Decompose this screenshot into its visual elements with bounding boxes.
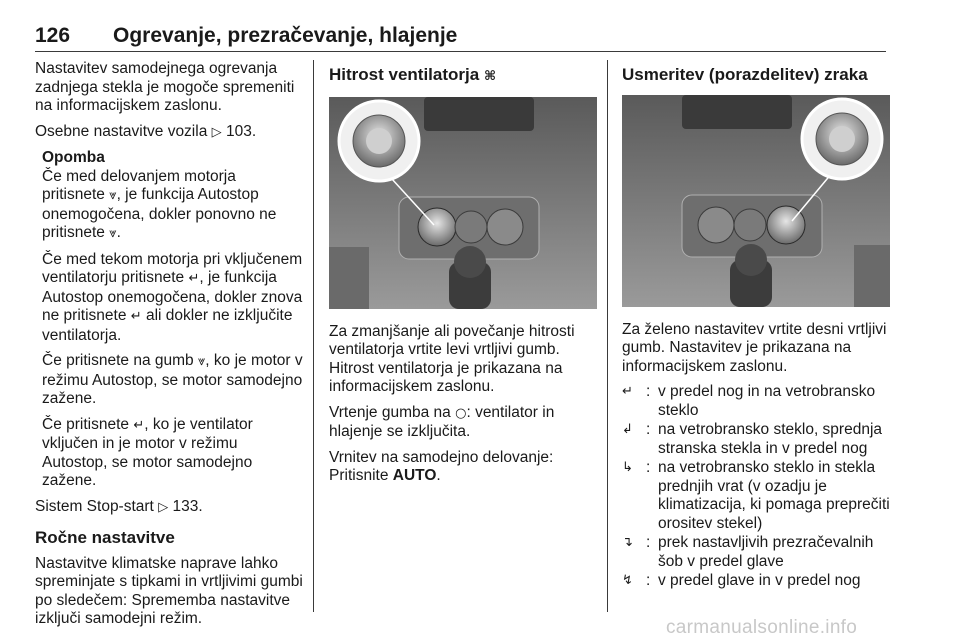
fan-icon: ⌘: [483, 69, 496, 84]
paragraph-fan-adjust: Za zmanjšanje ali povečanje hitrosti ventilatorja vrtite levi vrtljivi gumb. Hitrost ventilatorja je prikazana na informacijskem zaslonu.: [329, 322, 575, 395]
section-heading-fan-speed: Hitrost ventilatorja ⌘: [329, 65, 496, 84]
column-divider-2: [607, 60, 608, 612]
air-distribution-icon: ↵: [130, 309, 142, 324]
paragraph-fan-off: Vrtenje gumba na ○: ventilator in hlajenje se izključita.: [329, 403, 555, 440]
list-item: ↴ : prek nastavljivih prezračevalnih šob v predel glave: [622, 534, 874, 570]
page-number: 126: [35, 24, 71, 47]
off-circle-icon: ○: [455, 405, 467, 421]
windscreen-side-icon: ↲: [622, 422, 633, 437]
dashboard-image-fan: [329, 97, 597, 309]
note-paragraph-1: Če med delovanjem motorja pritisnete ⩔, je funkcija Autostop onemogočena, dokler ponovno ne pritisnete ⩔.: [42, 167, 277, 241]
column-divider-1: [313, 60, 314, 612]
paragraph-stop-start: Sistem Stop-start ▷ 133.: [35, 497, 203, 515]
page-reference-icon: ▷: [158, 499, 169, 515]
note-block: [42, 149, 303, 491]
section-heading-manual: Ročne nastavitve: [35, 528, 175, 547]
page-reference-link[interactable]: 103.: [225, 122, 257, 140]
column-3: [622, 66, 890, 592]
air-distribution-icon: ↵: [133, 417, 145, 433]
feet-windscreen-icon: ↵: [622, 384, 633, 399]
list-item: ↵ : v predel nog in na vetrobransko steklo: [622, 383, 876, 419]
head-feet-icon: ↯: [622, 573, 633, 588]
list-item: ↳ : na vetrobransko steklo in stekla prednjih vrat (v ozadju je klimatizacija, ki pomaga preprečiti orositev stekel): [622, 459, 890, 532]
paragraph-auto-mode: Vrnitev na samodejno delovanje: Pritisnite AUTO.: [329, 448, 554, 484]
air-distribution-list: [622, 383, 890, 591]
air-distribution-icon: ↵: [188, 271, 200, 286]
section-heading-air-distribution: Usmeritev (porazdelitev) zraka: [622, 65, 868, 84]
paragraph-air-distribution: Za želeno nastavitev vrtite desni vrtljivi gumb. Nastavitev je prikazana na informacijskem zaslonu.: [622, 320, 887, 375]
column-1: [35, 60, 303, 636]
list-item: ↲ : na vetrobransko steklo, sprednja stranska stekla in v predel nog: [622, 421, 883, 457]
column-2: [329, 66, 599, 493]
page-title: Ogrevanje, prezračevanje, hlajenje: [113, 24, 458, 47]
autostop-button-icon: ⩔: [109, 188, 117, 203]
windscreen-doors-icon: ↳: [622, 460, 633, 475]
dashboard-image-air: [622, 95, 890, 307]
head-vents-icon: ↴: [622, 535, 633, 550]
note-paragraph-3: Če pritisnete na gumb ⩔, ko je motor v režimu Autostop, se motor samodejno zažene.: [42, 352, 303, 407]
note-title: Opomba: [42, 149, 105, 166]
paragraph-manual-settings: Nastavitve klimatske naprave lahko spreminjate s tipkami in vrtljivimi gumbi po sledečem: Sprememba nastavitve izključi samodejni režim.: [35, 554, 303, 627]
watermark: carmanualsonline.info: [666, 617, 858, 638]
paragraph-rear-window: Nastavitev samodejnega ogrevanja zadnjega stekla je mogoče spremeniti na informacijskem zaslonu.: [35, 60, 295, 114]
auto-button-label: AUTO: [392, 467, 437, 484]
page-reference-icon: ▷: [211, 124, 222, 140]
autostop-button-icon: ⩔: [109, 226, 117, 241]
autostop-button-icon: ⩔: [197, 354, 206, 369]
air-distribution-illustration: [622, 95, 890, 307]
fan-speed-illustration: [329, 97, 597, 309]
list-item: ↯ : v predel glave in v predel nog: [622, 572, 861, 589]
note-paragraph-2: Če med tekom motorja pri vključenem ventilatorju pritisnete ↵, je funkcija Autostop onemogočena, dokler znova ne pritisnete ↵ ali dokler ne izključite ventilatorja.: [42, 250, 303, 344]
paragraph-personal-settings: Osebne nastavitve vozila ▷ 103.: [35, 122, 257, 140]
note-paragraph-4: Če pritisnete ↵, ko je ventilator vključen in je motor v režimu Autostop, se motor samodejno zažene.: [42, 415, 253, 489]
page-reference-link[interactable]: 133.: [172, 497, 203, 515]
header-rule: [35, 51, 886, 52]
page-header: [35, 24, 886, 52]
